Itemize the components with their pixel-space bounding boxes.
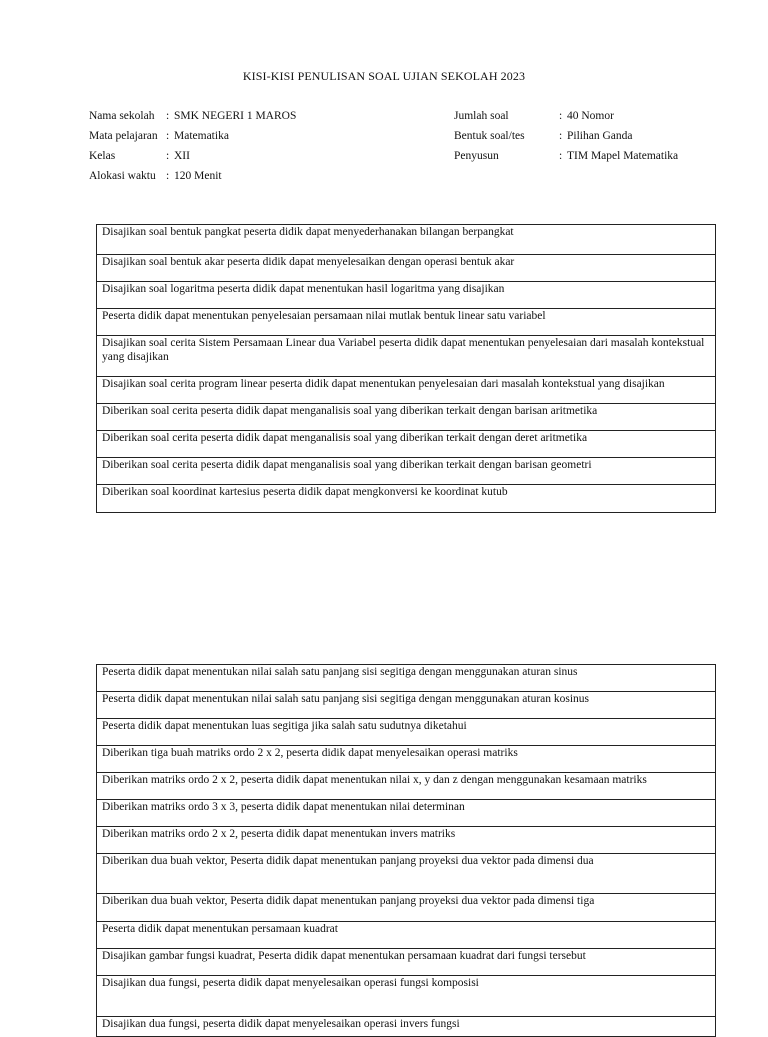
- table-row: [97, 827, 716, 854]
- meta-row-school: [89, 106, 296, 126]
- meta-separator: :: [559, 150, 563, 162]
- table-row: [97, 485, 716, 513]
- indicator-table-2: [96, 664, 716, 1037]
- table-row: [97, 800, 716, 827]
- meta-separator: :: [166, 170, 170, 182]
- table-cell: Disajikan dua fungsi, peserta didik dapat menyelesaikan operasi invers fungsi: [97, 1017, 716, 1037]
- table-row: [97, 1017, 716, 1037]
- meta-row-subject: [89, 126, 296, 146]
- table-row: [97, 692, 716, 719]
- meta-value: Pilihan Ganda: [567, 130, 633, 142]
- table-cell: Diberikan dua buah vektor, Peserta didik dapat menentukan panjang proyeksi dua vektor pada dimensi tiga: [97, 894, 716, 922]
- table-row: [97, 336, 716, 377]
- meta-value: 40 Nomor: [567, 110, 614, 122]
- meta-label: Nama sekolah: [89, 110, 155, 122]
- table-cell: Diberikan matriks ordo 3 x 3, peserta didik dapat menentukan nilai determinan: [97, 800, 716, 827]
- table-row: [97, 746, 716, 773]
- table-cell: Disajikan soal cerita program linear peserta didik dapat menentukan penyelesaian dari masalah kontekstual yang disajikan: [97, 377, 716, 404]
- table-row: [97, 255, 716, 282]
- table-cell: Disajikan soal bentuk akar peserta didik dapat menyelesaikan dengan operasi bentuk akar: [97, 255, 716, 282]
- table-cell: Disajikan dua fungsi, peserta didik dapat menyelesaikan operasi fungsi komposisi: [97, 976, 716, 1017]
- meta-value: XII: [174, 150, 190, 162]
- table-cell: Diberikan tiga buah matriks ordo 2 x 2, peserta didik dapat menyelesaikan operasi matriks: [97, 746, 716, 773]
- table-row: [97, 225, 716, 255]
- table-row: [97, 773, 716, 800]
- meta-row-count: [454, 106, 678, 126]
- table-row: [97, 719, 716, 746]
- table-cell: Peserta didik dapat menentukan persamaan kuadrat: [97, 922, 716, 949]
- meta-label: Mata pelajaran: [89, 130, 158, 142]
- meta-row-time: [89, 166, 296, 186]
- table-row: [97, 665, 716, 692]
- table-row: [97, 922, 716, 949]
- document-title: KISI-KISI PENULISAN SOAL UJIAN SEKOLAH 2023: [242, 69, 526, 83]
- table-row: [97, 282, 716, 309]
- table-cell: Disajikan soal cerita Sistem Persamaan Linear dua Variabel peserta didik dapat menentukan penyelesaian dari masalah kontekstual yang disajikan: [97, 336, 716, 377]
- table-cell: Diberikan matriks ordo 2 x 2, peserta didik dapat menentukan nilai x, y dan z dengan menggunakan kesamaan matriks: [97, 773, 716, 800]
- meta-label: Alokasi waktu: [89, 170, 156, 182]
- meta-separator: :: [166, 150, 170, 162]
- table-cell: Disajikan soal bentuk pangkat peserta didik dapat menyederhanakan bilangan berpangkat: [97, 225, 716, 255]
- table-row: [97, 404, 716, 431]
- table-cell: Diberikan soal cerita peserta didik dapat menganalisis soal yang diberikan terkait dengan barisan aritmetika: [97, 404, 716, 431]
- table-row: [97, 309, 716, 336]
- meta-separator: :: [166, 130, 170, 142]
- meta-row-author: [454, 146, 678, 166]
- table-row: [97, 976, 716, 1017]
- meta-separator: :: [559, 110, 563, 122]
- table-cell: Diberikan soal cerita peserta didik dapat menganalisis soal yang diberikan terkait dengan barisan geometri: [97, 458, 716, 485]
- table-row: [97, 458, 716, 485]
- table-cell: Disajikan soal logaritma peserta didik dapat menentukan hasil logaritma yang disajikan: [97, 282, 716, 309]
- meta-row-type: [454, 126, 678, 146]
- exam-info: [454, 106, 678, 166]
- table-row: [97, 949, 716, 976]
- table-row: [97, 377, 716, 404]
- table-cell: Disajikan gambar fungsi kuadrat, Peserta didik dapat menentukan persamaan kuadrat dari fungsi tersebut: [97, 949, 716, 976]
- table-cell: Diberikan matriks ordo 2 x 2, peserta didik dapat menentukan invers matriks: [97, 827, 716, 854]
- meta-label: Penyusun: [454, 150, 499, 162]
- table-row: [97, 431, 716, 458]
- meta-separator: :: [559, 130, 563, 142]
- table-cell: Peserta didik dapat menentukan nilai salah satu panjang sisi segitiga dengan menggunakan aturan sinus: [97, 665, 716, 692]
- table-cell: Diberikan soal koordinat kartesius peserta didik dapat mengkonversi ke koordinat kutub: [97, 485, 716, 513]
- table-cell: Peserta didik dapat menentukan nilai salah satu panjang sisi segitiga dengan menggunakan aturan kosinus: [97, 692, 716, 719]
- meta-value: Matematika: [174, 130, 229, 142]
- table-cell: Peserta didik dapat menentukan luas segitiga jika salah satu sudutnya diketahui: [97, 719, 716, 746]
- meta-label: Kelas: [89, 150, 116, 162]
- school-info: [89, 106, 296, 186]
- table-cell: Diberikan dua buah vektor, Peserta didik dapat menentukan panjang proyeksi dua vektor pada dimensi dua: [97, 854, 716, 894]
- meta-label: Jumlah soal: [454, 110, 509, 122]
- meta-value: 120 Menit: [174, 170, 222, 182]
- meta-value: TIM Mapel Matematika: [567, 150, 679, 162]
- table-cell: Diberikan soal cerita peserta didik dapat menganalisis soal yang diberikan terkait dengan deret aritmetika: [97, 431, 716, 458]
- meta-row-class: [89, 146, 296, 166]
- table-row: [97, 894, 716, 922]
- table-row: [97, 854, 716, 894]
- table-cell: Peserta didik dapat menentukan penyelesaian persamaan nilai mutlak bentuk linear satu variabel: [97, 309, 716, 336]
- indicator-table-1: [96, 224, 716, 513]
- meta-value: SMK NEGERI 1 MAROS: [174, 110, 297, 122]
- meta-label: Bentuk soal/tes: [454, 130, 525, 142]
- meta-separator: :: [166, 110, 170, 122]
